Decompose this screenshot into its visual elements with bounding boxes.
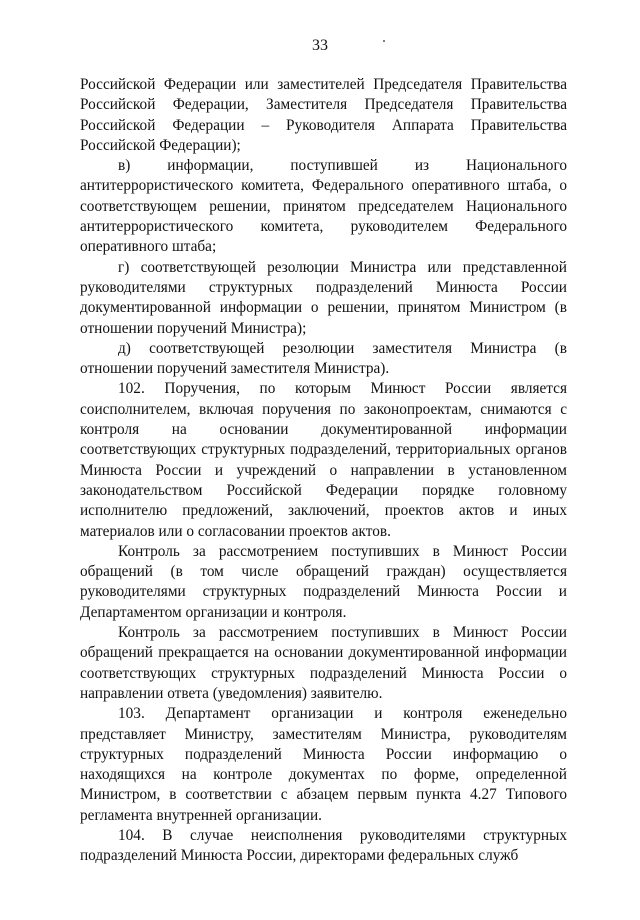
- paragraph-item-g: г) соответствующей резолюции Министра или представленной руководителями структурных подразделений Минюста России документированной информации о решении, принятом Министром (в отношении поручений Министра);: [80, 258, 567, 337]
- paragraph-item-v: в) информации, поступившей из Национального антитеррористического комитета, Федерального оперативного штаба, о соответствующем решении, принятом председателем Национального антитеррористического комитета, руководителем Федерального оперативного штаба;: [80, 157, 567, 256]
- document-body: [80, 75, 567, 867]
- paragraph-102: 102. Поручения, по которым Минюст России является соисполнителем, включая поручения по законопроектам, снимаются с контроля на основании документированной информации соответствующих структурных подразделений, территориальных органов Минюста России и учреждений о направлении в установленном законодательством Российской Федерации порядке головному исполнителю предложений, заключений, проектов актов и иных материалов или о согласовании проектов актов.: [80, 380, 567, 540]
- page-number: 33: [312, 37, 328, 54]
- paragraph-item-d: д) соответствующей резолюции заместителя Министра (в отношении поручений заместителя Министра).: [80, 339, 567, 378]
- paragraph-control-termination: Контроль за рассмотрением поступивших в Минюст России обращений прекращается на основании документированной информации соответствующих структурных подразделений Минюста России о направлении ответа (уведомления) заявителю.: [80, 624, 567, 702]
- paragraph-103: 103. Департамент организации и контроля еженедельно представляет Министру, заместителям Министра, руководителям структурных подразделений Минюста России информацию о находящихся на контроле документах по форме, определенной Министром, в соответствии с абзацем первым пункта 4.27 Типового регламента внутренней организации.: [80, 705, 567, 824]
- scan-speck: [383, 40, 385, 42]
- paragraph-control-appeals: Контроль за рассмотрением поступивших в Минюст России обращений (в том числе обращений граждан) осуществляется руководителями структурных подразделений Минюста России и Департаментом организации и контроля.: [80, 542, 567, 621]
- paragraph-continuation: Российской Федерации или заместителей Председателя Правительства Российской Федерации, Заместителя Председателя Правительства Российской Федерации – Руководителя Аппарата Правительства Российской Федерации);: [80, 76, 567, 154]
- paragraph-104: 104. В случае неисполнения руководителями структурных подразделений Минюста России, директорами федеральных служб: [80, 826, 567, 865]
